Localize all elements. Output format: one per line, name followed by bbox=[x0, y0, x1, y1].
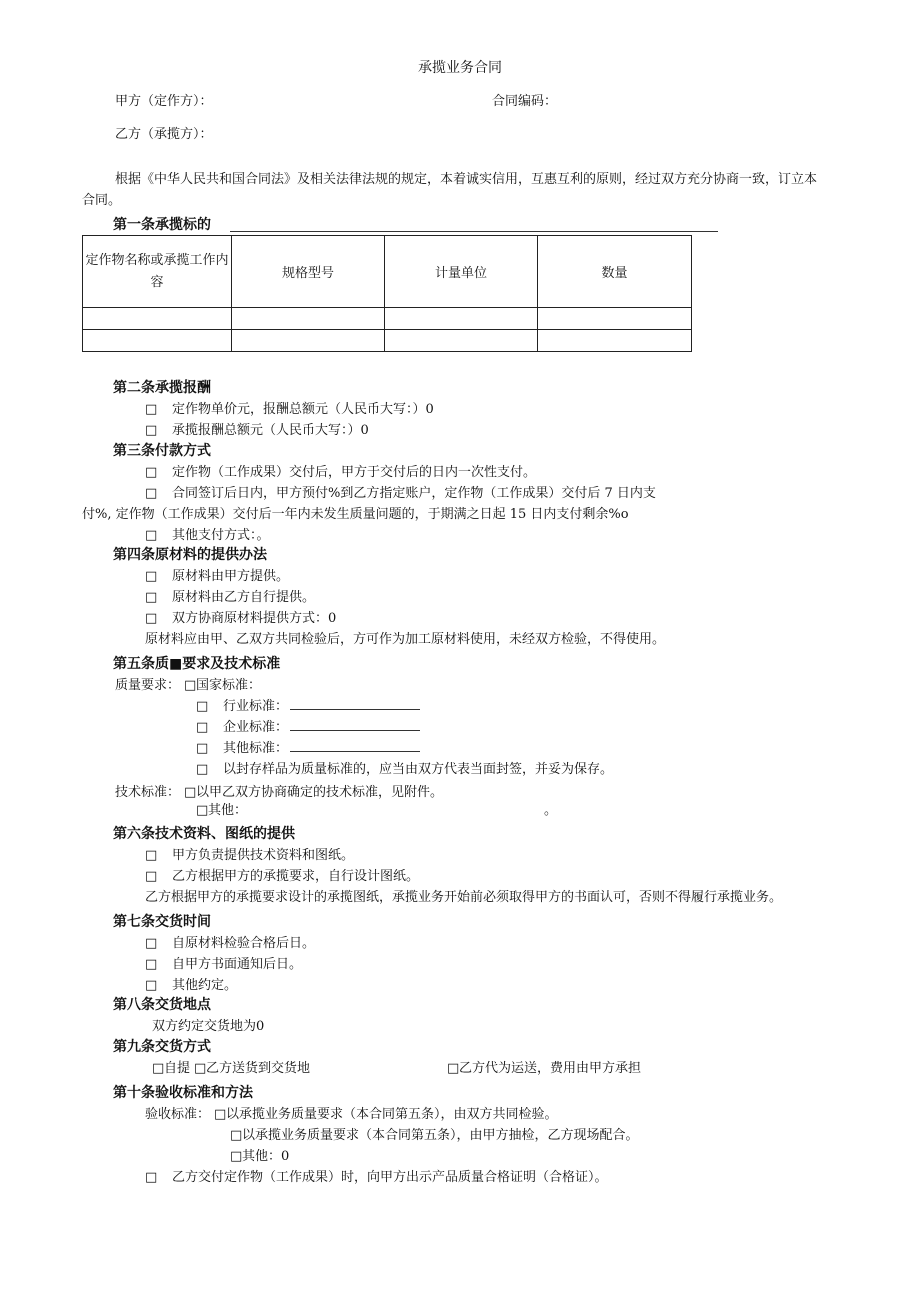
section-5-heading: 第五条质■要求及技术标准 bbox=[113, 656, 281, 672]
s7-option-2: 自甲方书面通知后日。 bbox=[172, 957, 303, 972]
s10-option-3: 其他：0 bbox=[242, 1149, 290, 1164]
table-header-name: 定作物名称或承揽工作内容 bbox=[83, 236, 232, 308]
s3-option-2-line1: 合同签订后日内，甲方预付%到乙方指定账户，定作物（工作成果）交付后 7 日内支 bbox=[172, 486, 656, 501]
section-1-underline bbox=[230, 231, 718, 232]
s6-option-2: 乙方根据甲方的承揽要求，自行设计图纸。 bbox=[172, 869, 420, 884]
s9-option-shipping: 乙方代为运送，费用由甲方承担 bbox=[459, 1061, 642, 1076]
checkbox-icon[interactable]: □ bbox=[145, 486, 158, 501]
section-6-heading: 第六条技术资料、图纸的提供 bbox=[113, 826, 295, 842]
party-b-label: 乙方（承揽方）： bbox=[115, 127, 213, 142]
checkbox-icon[interactable]: □ bbox=[145, 528, 158, 543]
s9-option-delivery: 乙方送货到交货地 bbox=[206, 1061, 311, 1076]
section-4-heading: 第四条原材料的提供办法 bbox=[113, 547, 267, 563]
tech-standard-option-2: 其他： bbox=[208, 803, 248, 818]
checkbox-icon[interactable]: □ bbox=[145, 848, 158, 863]
section-10-heading: 第十条验收标准和方法 bbox=[113, 1085, 253, 1101]
s10-option-2: 以承揽业务质量要求（本合同第五条），由甲方抽检，乙方现场配合。 bbox=[242, 1128, 639, 1143]
checkbox-icon[interactable]: □ bbox=[152, 1061, 165, 1076]
work-items-table bbox=[82, 235, 692, 352]
s10-option-1: 以承揽业务质量要求（本合同第五条），由双方共同检验。 bbox=[226, 1107, 558, 1122]
section-2-heading: 第二条承揽报酬 bbox=[113, 380, 211, 396]
s7-option-3: 其他约定。 bbox=[172, 978, 238, 993]
s3-option-2-line2: 付%, 定作物（工作成果）交付后一年内未发生质量问题的，于期满之日起 15 日内支付剩余%o bbox=[82, 507, 629, 522]
table-header-unit: 计量单位 bbox=[385, 236, 538, 308]
tech-standard-option-1: 以甲乙双方协商确定的技术标准，见附件。 bbox=[196, 785, 444, 800]
s4-option-3: 双方协商原材料提供方式：0 bbox=[172, 611, 337, 626]
section-9-heading: 第九条交货方式 bbox=[113, 1039, 211, 1055]
section-1-heading: 第一条承揽标的 bbox=[113, 217, 211, 233]
s3-option-1: 定作物（工作成果）交付后，甲方于交付后的日内一次性支付。 bbox=[172, 465, 537, 480]
section-8-heading: 第八条交货地点 bbox=[113, 997, 211, 1013]
table-header-spec: 规格型号 bbox=[232, 236, 385, 308]
blank-line[interactable] bbox=[290, 741, 420, 752]
checkbox-icon[interactable]: □ bbox=[145, 869, 158, 884]
s4-option-1: 原材料由甲方提供。 bbox=[172, 569, 290, 584]
s7-option-1: 自原材料检验合格后日。 bbox=[172, 936, 316, 951]
s2-option-2: 承揽报酬总额元（人民币大写：）0 bbox=[172, 423, 369, 438]
quality-other-standard: 其他标准： bbox=[223, 740, 420, 757]
table-row bbox=[83, 308, 692, 330]
s6-note: 乙方根据甲方的承揽要求设计的承揽图纸，承揽业务开始前必须取得甲方的书面认可，否则不得履行承揽业务。 bbox=[145, 890, 783, 905]
checkbox-icon[interactable]: □ bbox=[196, 762, 209, 777]
checkbox-icon[interactable]: □ bbox=[145, 957, 158, 972]
quality-national-standard: 国家标准： bbox=[196, 678, 262, 693]
checkbox-icon[interactable]: □ bbox=[230, 1149, 243, 1164]
quality-sample-standard: 以封存样品为质量标准的，应当由双方代表当面封签，并妥为保存。 bbox=[223, 762, 614, 777]
checkbox-icon[interactable]: □ bbox=[196, 699, 209, 714]
s6-option-1: 甲方负责提供技术资料和图纸。 bbox=[172, 848, 355, 863]
checkbox-icon[interactable]: □ bbox=[194, 1061, 207, 1076]
tech-standard-label: 技术标准： bbox=[115, 785, 181, 800]
checkbox-icon[interactable]: □ bbox=[145, 402, 158, 417]
s8-text: 双方约定交货地为0 bbox=[152, 1019, 265, 1034]
checkbox-icon[interactable]: □ bbox=[184, 678, 197, 693]
party-a-label: 甲方（定作方）： bbox=[115, 94, 213, 109]
quality-requirement-label: 质量要求： bbox=[115, 678, 181, 693]
checkbox-icon[interactable]: □ bbox=[184, 785, 197, 800]
intro-paragraph-line1: 根据《中华人民共和国合同法》及相关法律法规的规定，本着诚实信用，互惠互利的原则，经过双方充分协商一致，订立本 bbox=[115, 172, 818, 187]
document-title: 承揽业务合同 bbox=[418, 60, 502, 76]
s10-certificate: 乙方交付定作物（工作成果）时，向甲方出示产品质量合格证明（合格证）。 bbox=[172, 1170, 608, 1185]
checkbox-icon[interactable]: □ bbox=[145, 611, 158, 626]
contract-number-label: 合同编码： bbox=[492, 94, 558, 109]
s4-note: 原材料应由甲、乙双方共同检验后，方可作为加工原材料使用，未经双方检验，不得使用。 bbox=[145, 632, 666, 647]
quality-enterprise-standard: 企业标准： bbox=[223, 719, 420, 736]
section-7-heading: 第七条交货时间 bbox=[113, 914, 211, 930]
blank-line[interactable] bbox=[290, 720, 420, 731]
checkbox-icon[interactable]: □ bbox=[145, 465, 158, 480]
acceptance-standard-label: 验收标准： bbox=[145, 1107, 211, 1122]
s9-option-self-pickup: 自提 bbox=[164, 1061, 191, 1076]
checkbox-icon[interactable]: □ bbox=[196, 741, 209, 756]
quality-industry-standard: 行业标准： bbox=[223, 698, 420, 715]
checkbox-icon[interactable]: □ bbox=[214, 1107, 227, 1122]
checkbox-icon[interactable]: □ bbox=[145, 590, 158, 605]
checkbox-icon[interactable]: □ bbox=[145, 936, 158, 951]
checkbox-icon[interactable]: □ bbox=[230, 1128, 243, 1143]
checkbox-icon[interactable]: □ bbox=[145, 569, 158, 584]
table-row bbox=[83, 330, 692, 352]
table-header-quantity: 数量 bbox=[538, 236, 692, 308]
checkbox-icon[interactable]: □ bbox=[145, 423, 158, 438]
checkbox-icon[interactable]: □ bbox=[196, 803, 209, 818]
s2-option-1: 定作物单价元，报酬总额元（人民币大写：）0 bbox=[172, 402, 434, 417]
checkbox-icon[interactable]: □ bbox=[196, 720, 209, 735]
section-3-heading: 第三条付款方式 bbox=[113, 443, 211, 459]
s3-option-3: 其他支付方式：。 bbox=[172, 528, 270, 543]
tech-standard-option-2-end: 。 bbox=[544, 803, 558, 818]
s4-option-2: 原材料由乙方自行提供。 bbox=[172, 590, 316, 605]
blank-line[interactable] bbox=[290, 699, 420, 710]
checkbox-icon[interactable]: □ bbox=[447, 1061, 460, 1076]
intro-paragraph-line2: 合同。 bbox=[82, 193, 122, 208]
checkbox-icon[interactable]: □ bbox=[145, 1170, 158, 1185]
checkbox-icon[interactable]: □ bbox=[145, 978, 158, 993]
